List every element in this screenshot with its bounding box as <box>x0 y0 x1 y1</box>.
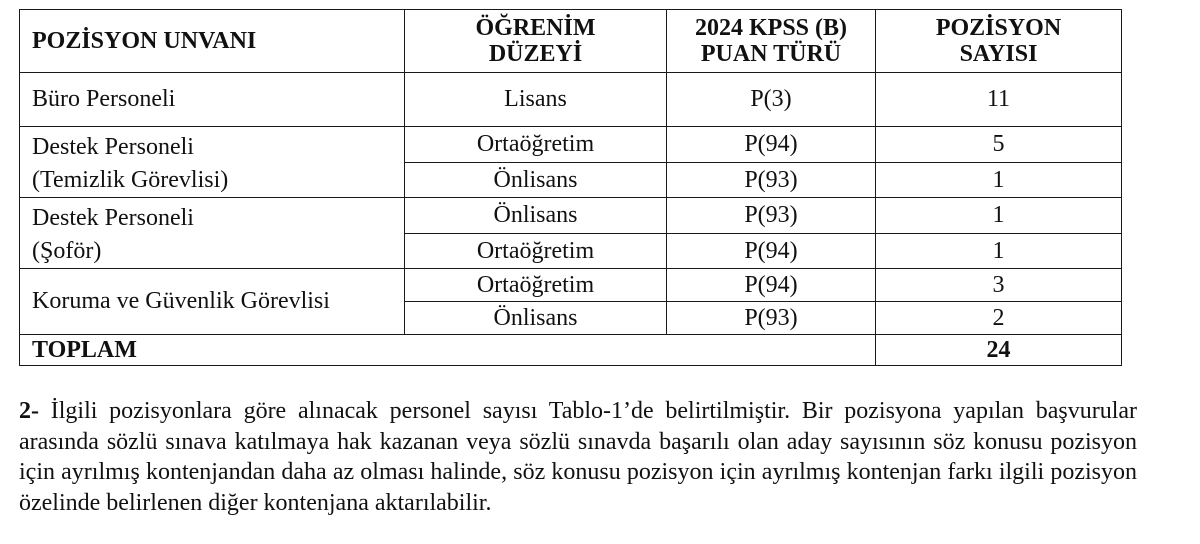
cell-education: Önlisans <box>405 198 667 234</box>
cell-position-line2: (Temizlik Görevlisi) <box>32 167 229 193</box>
cell-count: 1 <box>876 162 1122 198</box>
cell-education: Lisans <box>405 73 667 127</box>
table-row-sofor-1 <box>20 198 1122 234</box>
cell-count: 1 <box>876 198 1122 234</box>
cell-score: P(94) <box>667 269 876 302</box>
table-header-row <box>20 10 1122 73</box>
table-row-buro <box>20 73 1122 127</box>
cell-position <box>20 198 405 269</box>
header-education-line1: ÖĞRENİM <box>475 14 596 41</box>
header-score-type <box>667 10 876 73</box>
cell-position <box>20 127 405 198</box>
cell-position-line1: Destek Personeli <box>32 205 194 231</box>
header-position-count <box>876 10 1122 73</box>
cell-score: P(3) <box>667 73 876 127</box>
header-position-label: POZİSYON UNVANI <box>32 27 257 54</box>
cell-position-line1: Destek Personeli <box>32 134 194 160</box>
paragraph-number: 2- <box>19 398 39 424</box>
cell-score: P(94) <box>667 233 876 269</box>
cell-position: Koruma ve Güvenlik Görevlisi <box>20 269 405 335</box>
header-count-line2: SAYISI <box>959 41 1038 67</box>
total-count: 24 <box>876 335 1122 366</box>
cell-score: P(93) <box>667 162 876 198</box>
body-paragraph <box>19 396 1137 518</box>
cell-score: P(94) <box>667 127 876 163</box>
header-position <box>20 10 405 73</box>
cell-position-line2: (Şoför) <box>32 238 102 264</box>
cell-count: 1 <box>876 233 1122 269</box>
cell-score: P(93) <box>667 302 876 335</box>
table-total-row <box>20 335 1122 366</box>
table-row-temizlik-1 <box>20 127 1122 163</box>
header-score-line1: 2024 KPSS (B) <box>694 14 847 41</box>
table-row-koruma-1 <box>20 269 1122 302</box>
cell-education: Önlisans <box>405 162 667 198</box>
cell-education: Ortaöğretim <box>405 269 667 302</box>
header-education <box>405 10 667 73</box>
cell-count: 2 <box>876 302 1122 335</box>
header-score-line2: PUAN TÜRÜ <box>700 41 842 67</box>
cell-education: Önlisans <box>405 302 667 335</box>
cell-count: 3 <box>876 269 1122 302</box>
cell-count: 11 <box>876 73 1122 127</box>
header-education-line2: DÜZEYİ <box>488 41 583 67</box>
cell-score: P(93) <box>667 198 876 234</box>
paragraph-text: İlgili pozisyonlara göre alınacak personel sayısı Tablo-1’de belirtilmiştir. Bir pozisyona yapılan başvurular arasında sözlü sınava katılmaya hak kazanan veya sözlü sınavda başarılı olan aday sayısının söz konusu pozisyon için ayrılmış kontenjandan daha az olması halinde, söz konusu pozisyon için ayrılmış kontenjan farkı ilgili pozisyon özelinde belirlenen diğer kontenjana aktarılabilir. <box>19 398 1137 516</box>
position-table <box>19 9 1122 366</box>
header-count-line1: POZİSYON <box>935 14 1062 41</box>
total-label: TOPLAM <box>20 335 876 366</box>
cell-count: 5 <box>876 127 1122 163</box>
cell-education: Ortaöğretim <box>405 233 667 269</box>
cell-position: Büro Personeli <box>20 73 405 127</box>
cell-education: Ortaöğretim <box>405 127 667 163</box>
